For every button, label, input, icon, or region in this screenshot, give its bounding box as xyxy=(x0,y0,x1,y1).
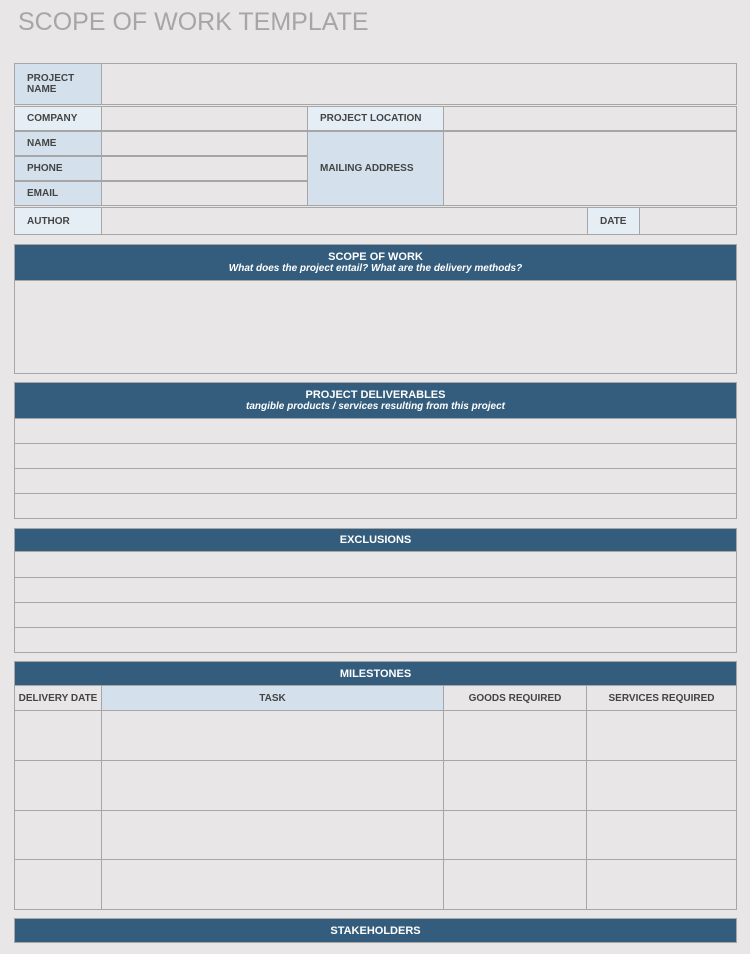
deliverables-header xyxy=(14,382,737,419)
milestone-cell-task[interactable] xyxy=(101,810,444,861)
exclusion-row[interactable] xyxy=(14,577,737,603)
scope-title: SCOPE OF WORK xyxy=(328,251,423,263)
scope-subtitle: What does the project entail? What are the delivery methods? xyxy=(228,263,523,274)
company-label: COMPANY xyxy=(14,106,102,131)
page-title: SCOPE OF WORK TEMPLATE xyxy=(18,8,369,36)
exclusions-title: EXCLUSIONS xyxy=(339,534,412,546)
column-delivery-date: DELIVERY DATE xyxy=(14,685,102,711)
exclusion-row[interactable] xyxy=(14,551,737,578)
column-services-required: SERVICES REQUIRED xyxy=(586,685,737,711)
column-goods-required: GOODS REQUIRED xyxy=(443,685,587,711)
deliverable-row[interactable] xyxy=(14,468,737,494)
milestone-cell-goods[interactable] xyxy=(443,710,587,761)
exclusions-header xyxy=(14,528,737,552)
scope-field[interactable] xyxy=(14,280,737,374)
name-label: NAME xyxy=(14,131,102,156)
milestone-cell-task[interactable] xyxy=(101,710,444,761)
project-location-label: PROJECT LOCATION xyxy=(307,106,444,131)
project-location-field[interactable] xyxy=(443,106,737,131)
project-name-field[interactable] xyxy=(101,63,737,105)
company-field[interactable] xyxy=(101,106,308,131)
milestone-cell-goods[interactable] xyxy=(443,859,587,910)
deliverable-row[interactable] xyxy=(14,443,737,469)
author-label: AUTHOR xyxy=(14,207,102,235)
deliverable-row[interactable] xyxy=(14,493,737,519)
mailing-address-label: MAILING ADDRESS xyxy=(307,131,444,206)
milestone-cell-delivery-date[interactable] xyxy=(14,760,102,811)
phone-field[interactable] xyxy=(101,156,308,181)
milestone-cell-task[interactable] xyxy=(101,760,444,811)
deliverables-title: PROJECT DELIVERABLES xyxy=(305,389,446,401)
milestone-cell-delivery-date[interactable] xyxy=(14,710,102,761)
deliverables-subtitle: tangible products / services resulting from this project xyxy=(246,401,505,412)
email-field[interactable] xyxy=(101,181,308,206)
milestone-cell-services[interactable] xyxy=(586,810,737,861)
milestone-cell-goods[interactable] xyxy=(443,810,587,861)
stakeholders-header xyxy=(14,918,737,943)
email-label: EMAIL xyxy=(14,181,102,206)
scope-header xyxy=(14,244,737,281)
exclusion-row[interactable] xyxy=(14,627,737,653)
mailing-address-field[interactable] xyxy=(443,131,737,206)
stakeholders-title: STAKEHOLDERS xyxy=(330,924,421,937)
milestone-cell-services[interactable] xyxy=(586,859,737,910)
exclusion-row[interactable] xyxy=(14,602,737,628)
milestone-cell-services[interactable] xyxy=(586,710,737,761)
milestones-title: MILESTONES xyxy=(339,667,412,680)
column-task: TASK xyxy=(101,685,444,711)
deliverable-row[interactable] xyxy=(14,418,737,444)
name-field[interactable] xyxy=(101,131,308,156)
milestone-cell-goods[interactable] xyxy=(443,760,587,811)
project-name-label: PROJECT NAME xyxy=(14,63,102,105)
author-field[interactable] xyxy=(101,207,588,235)
phone-label: PHONE xyxy=(14,156,102,181)
milestone-cell-delivery-date[interactable] xyxy=(14,859,102,910)
date-field[interactable] xyxy=(639,207,737,235)
milestone-cell-services[interactable] xyxy=(586,760,737,811)
milestone-cell-task[interactable] xyxy=(101,859,444,910)
date-label: DATE xyxy=(587,207,640,235)
milestone-cell-delivery-date[interactable] xyxy=(14,810,102,861)
milestones-header xyxy=(14,661,737,686)
